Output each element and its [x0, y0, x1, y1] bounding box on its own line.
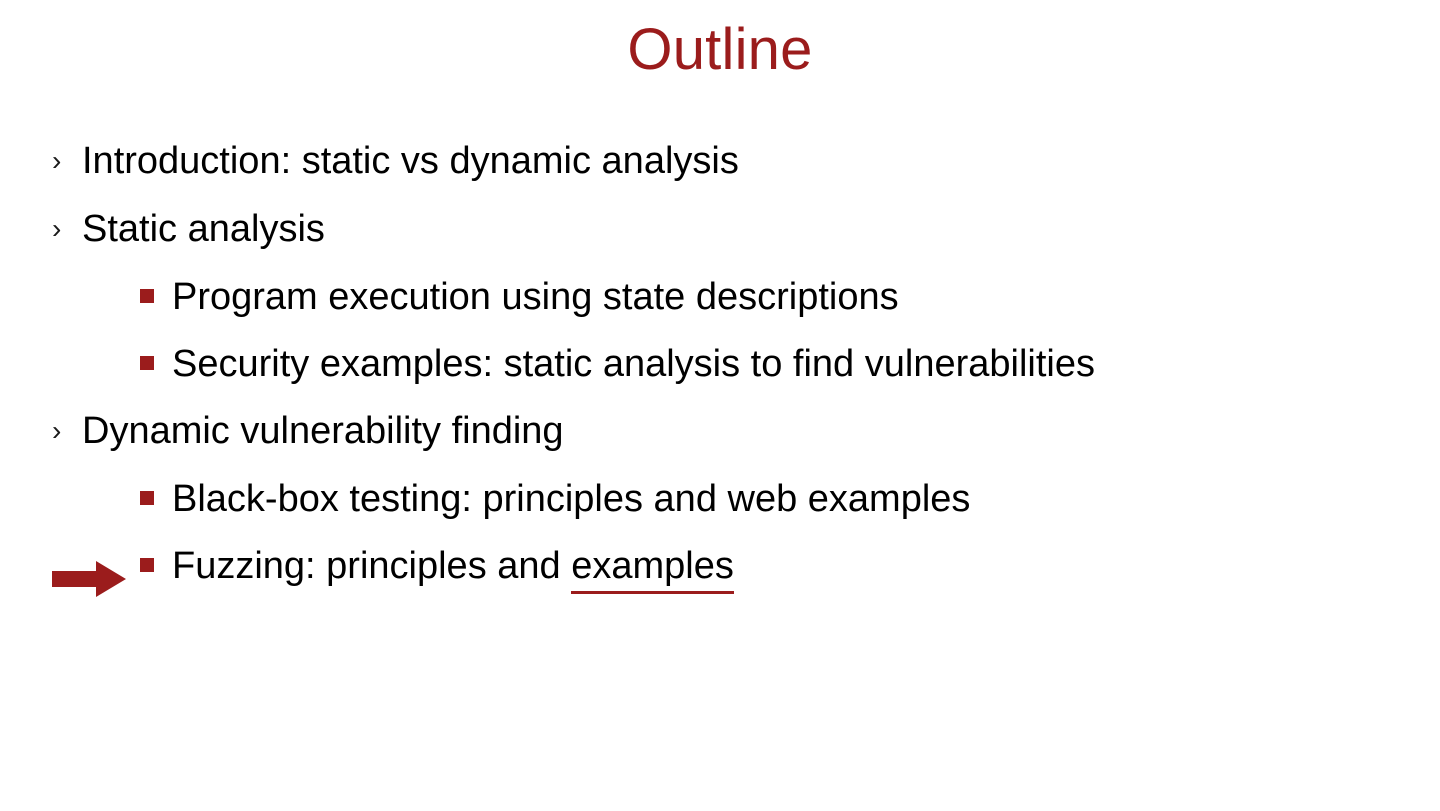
list-item	[138, 268, 1388, 335]
list-item	[48, 132, 1388, 200]
list-item-label: Program execution using state descriptions	[172, 276, 899, 318]
page-title: Outline	[627, 17, 813, 82]
square-bullet-icon	[138, 537, 172, 595]
list-item-label: Security examples: static analysis to find vulnerabilities	[172, 343, 1095, 385]
list-item-label: Black-box testing: principles and web examples	[172, 478, 971, 520]
chevron-right-bullet-icon: ›	[52, 213, 62, 244]
list-item-label: Introduction: static vs dynamic analysis	[82, 140, 739, 182]
list-item-label-underlined: examples	[571, 545, 734, 594]
list-item	[48, 402, 1388, 470]
outline-list	[48, 132, 1388, 604]
list-item-label	[172, 537, 734, 595]
list-item	[138, 470, 1388, 537]
list-item	[48, 200, 1388, 268]
list-item-highlighted	[138, 537, 1388, 604]
list-item-label: Static analysis	[82, 208, 325, 250]
list-item-label: Dynamic vulnerability finding	[82, 410, 564, 452]
list-item	[138, 335, 1388, 402]
chevron-right-bullet-icon: ›	[52, 145, 62, 176]
square-bullet-icon	[138, 268, 172, 326]
list-item-label-plain: Fuzzing: principles and	[172, 545, 572, 587]
square-bullet-icon	[138, 335, 172, 393]
square-bullet-icon	[138, 470, 172, 528]
chevron-right-bullet-icon: ›	[52, 415, 62, 446]
